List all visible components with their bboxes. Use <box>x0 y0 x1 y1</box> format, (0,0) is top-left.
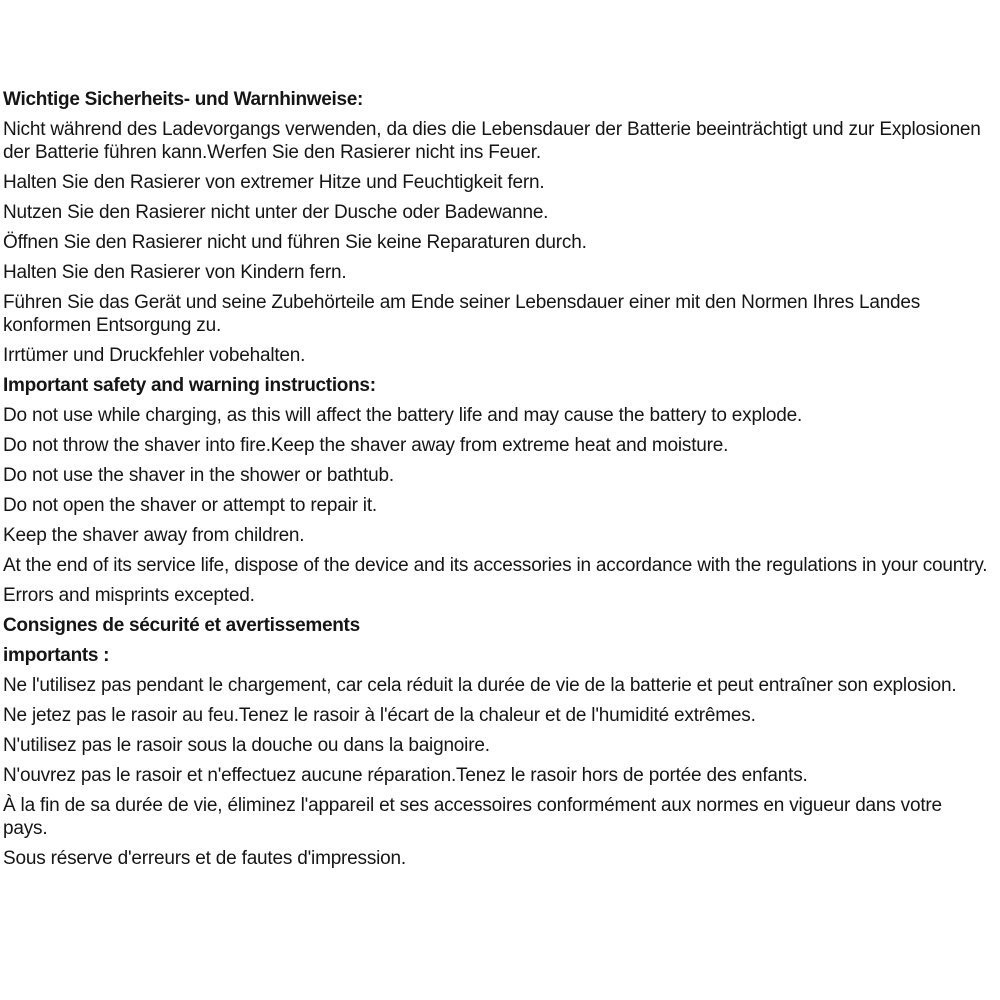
german-paragraph: Führen Sie das Gerät und seine Zubehörteile am Ende seiner Lebensdauer einer mit den Normen Ihres Landes konformen Entsorgung zu. <box>3 292 921 336</box>
english-paragraph: Errors and misprints excepted. <box>3 585 255 606</box>
french-paragraph: Sous réserve d'erreurs et de fautes d'impression. <box>3 848 406 869</box>
english-paragraph: Do not throw the shaver into fire.Keep the shaver away from extreme heat and moisture. <box>3 435 729 456</box>
german-section-heading: Wichtige Sicherheits- und Warnhinweise: <box>3 89 364 110</box>
section-english <box>3 374 988 607</box>
german-paragraph: Nicht während des Ladevorgangs verwenden, da dies die Lebensdauer der Batterie beeinträchtigt und zur Explosionen der Batterie führen kann.Werfen Sie den Rasierer nicht ins Feuer. <box>3 119 981 163</box>
english-paragraph: Do not use the shaver in the shower or bathtub. <box>3 465 394 486</box>
english-section-heading: Important safety and warning instructions: <box>3 375 376 396</box>
french-paragraph: Ne l'utilisez pas pendant le chargement, car cela réduit la durée de vie de la batterie et peut entraîner son explosion. <box>3 675 957 696</box>
section-german <box>3 88 988 367</box>
section-french <box>3 614 988 870</box>
french-paragraph: Ne jetez pas le rasoir au feu.Tenez le rasoir à l'écart de la chaleur et de l'humidité extrêmes. <box>3 705 756 726</box>
french-paragraph: N'ouvrez pas le rasoir et n'effectuez aucune réparation.Tenez le rasoir hors de portée des enfants. <box>3 765 808 786</box>
french-paragraph: À la fin de sa durée de vie, éliminez l'appareil et ses accessoires conformément aux normes en vigueur dans votre pays. <box>3 795 942 839</box>
german-paragraph: Nutzen Sie den Rasierer nicht unter der Dusche oder Badewanne. <box>3 202 549 223</box>
english-paragraph: Do not use while charging, as this will affect the battery life and may cause the battery to explode. <box>3 405 803 426</box>
english-paragraph: At the end of its service life, dispose of the device and its accessories in accordance with the regulations in your country. <box>3 555 988 576</box>
french-section-heading-line2: importants : <box>3 645 110 666</box>
french-section-heading-line1: Consignes de sécurité et avertissements <box>3 615 360 636</box>
english-paragraph: Keep the shaver away from children. <box>3 525 305 546</box>
german-paragraph: Halten Sie den Rasierer von Kindern fern. <box>3 262 347 283</box>
german-paragraph: Öffnen Sie den Rasierer nicht und führen Sie keine Reparaturen durch. <box>3 232 587 253</box>
german-paragraph: Irrtümer und Druckfehler vobehalten. <box>3 345 306 366</box>
german-paragraph: Halten Sie den Rasierer von extremer Hitze und Feuchtigkeit fern. <box>3 172 545 193</box>
french-paragraph: N'utilisez pas le rasoir sous la douche ou dans la baignoire. <box>3 735 490 756</box>
english-paragraph: Do not open the shaver or attempt to repair it. <box>3 495 377 516</box>
